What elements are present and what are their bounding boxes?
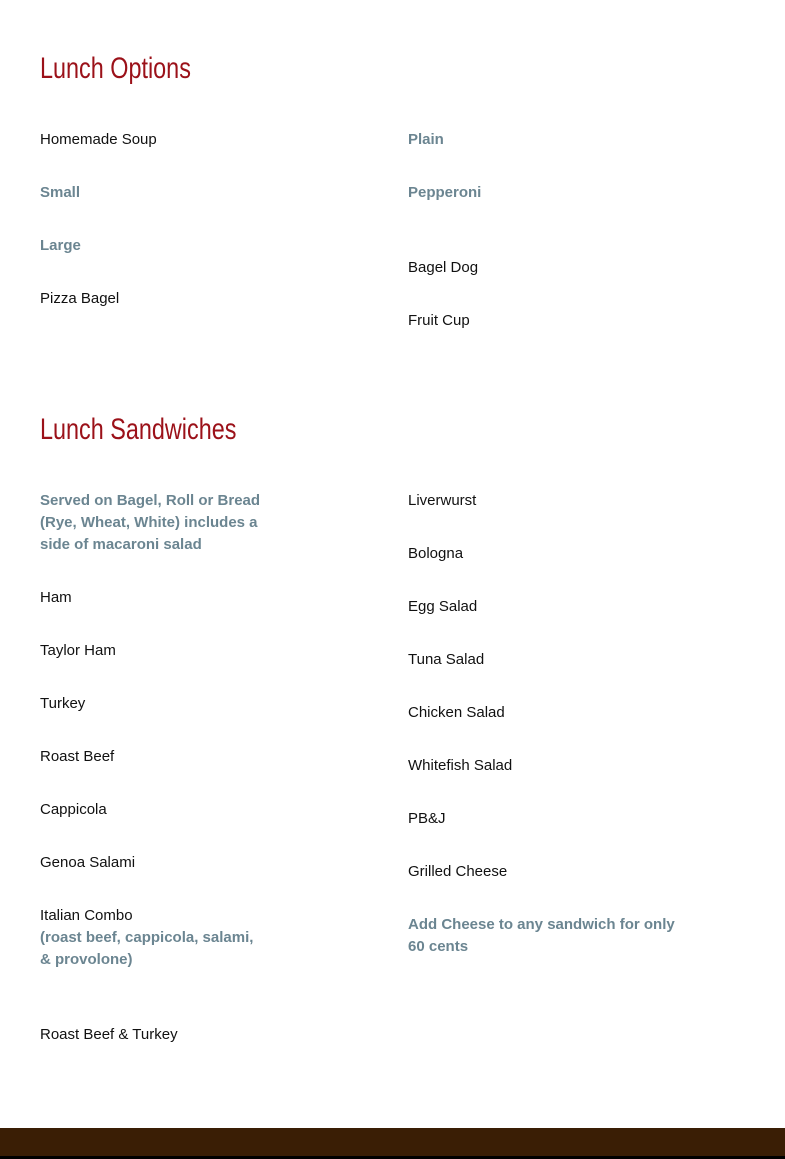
menu-item: Fruit Cup (408, 312, 470, 329)
menu-item: Egg Salad (408, 598, 478, 615)
menu-item: Taylor Ham (40, 642, 116, 659)
lunch-options-heading: Lunch Options (40, 52, 191, 85)
sandwich-note: Served on Bagel, Roll or Bread (Rye, Wheat, White) includes a side of macaroni salad (40, 492, 261, 553)
menu-item: Italian Combo (40, 907, 133, 924)
menu-item: Roast Beef & Turkey (40, 1026, 178, 1043)
menu-item: Bologna (408, 545, 464, 562)
menu-option: Large (40, 237, 81, 254)
menu-item: Chicken Salad (408, 704, 505, 721)
menu-item: Turkey (40, 695, 86, 712)
menu-item: Cappicola (40, 801, 107, 818)
menu-option: Plain (408, 131, 444, 148)
menu-option: Small (40, 184, 81, 201)
menu-item: Liverwurst (408, 492, 477, 509)
lunch-sandwiches-heading: Lunch Sandwiches (40, 413, 237, 446)
menu-item: Roast Beef (40, 748, 115, 765)
menu-item: Genoa Salami (40, 854, 136, 871)
cheese-note: Add Cheese to any sandwich for only 60 cents (408, 916, 675, 955)
menu-option: Pepperoni (408, 184, 482, 201)
combo-description: (roast beef, cappicola, salami, & provolone) (40, 929, 254, 968)
menu-item: Ham (40, 589, 72, 606)
menu-item: Grilled Cheese (408, 863, 508, 880)
menu-item: Homemade Soup (40, 131, 157, 148)
menu-item: Pizza Bagel (40, 290, 120, 307)
menu-item: Tuna Salad (408, 651, 485, 668)
menu-item: Whitefish Salad (408, 757, 513, 774)
menu-item: Bagel Dog (408, 259, 479, 276)
menu-item: PB&J (408, 810, 446, 827)
footer-bar (0, 1128, 785, 1156)
